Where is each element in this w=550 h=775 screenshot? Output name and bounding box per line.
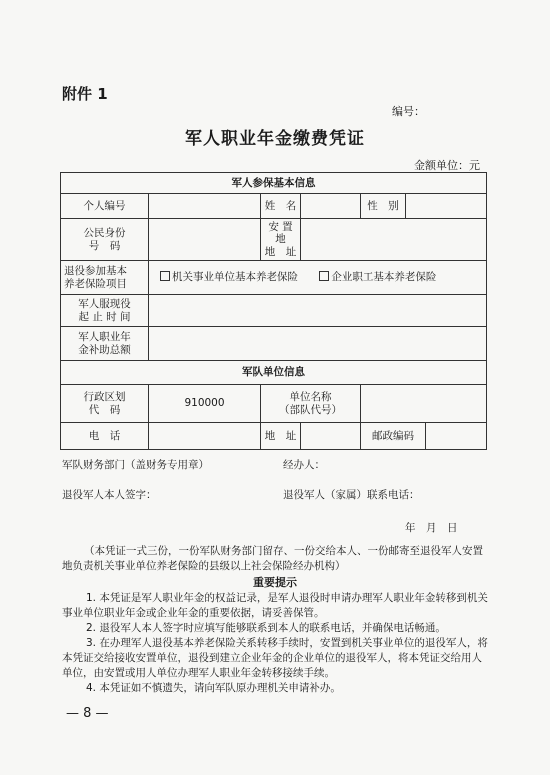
option-enterprise-pension[interactable]: 企业职工基本养老保险 [319,271,436,283]
checkbox-icon[interactable] [160,271,170,281]
postcode-value [426,423,486,449]
section-unit-info: 军队单位信息 [61,360,487,385]
name-value [301,194,361,219]
veteran-phone-label: 退役军人（家属）联系电话： [283,489,420,501]
serial-number-label: 编号： [392,105,425,118]
name-label: 姓 名 [261,194,301,219]
placement-address-value [301,219,487,261]
annuity-subsidy-value [149,327,487,360]
service-period-value [149,295,487,327]
date-label: 年 月 日 [405,522,458,534]
postcode-cell [361,423,487,450]
region-code-label: 行政区划 代 码 [61,385,149,423]
gender-label: 性 别 [361,194,406,219]
document-title: 军人职业年金缴费凭证 [185,129,365,149]
pension-options [149,260,487,294]
contribution-form-table [60,172,487,450]
note-item: 3. 在办理军人退役基本养老保险关系转移手续时，安置到机关事业单位的退役军人，将本凭证交给接收安置单位，退役到建立企业年金的企业单位的退役军人，将本凭证交给用人单位，由安置或用人单位办理军人职业年金转移接续手续。 [62,637,488,679]
phone-value [149,423,261,450]
id-number-value [149,219,261,261]
service-period-label: 军人服现役 起 止 时 间 [61,295,149,327]
amount-unit-label: 金额单位：元 [414,159,480,172]
finance-dept-label: 军队财务部门（盖财务专用章） [62,459,209,471]
personal-number-value [149,194,261,219]
important-notes-list [62,591,492,696]
attachment-label: 附件 1 [62,85,108,103]
id-number-label: 公民身份 号 码 [61,219,149,261]
handler-label: 经办人： [283,459,325,471]
address-value [301,423,361,450]
option-government-pension[interactable]: 机关事业单位基本养老保险 [160,271,301,283]
page-number: — 8 — [66,706,109,721]
note-item: 1. 本凭证是军人职业年金的权益记录，是军人退役时申请办理军人职业年金转移到机关事业单位职业年金或企业年金的重要依据，请妥善保管。 [62,592,488,619]
note-item: 2. 退役军人本人签字时应填写能够联系到本人的联系电话，并确保电话畅通。 [86,622,446,634]
annuity-subsidy-label: 军人职业年 金补助总额 [61,327,149,360]
personal-number-label: 个人编号 [61,194,149,219]
checkbox-icon[interactable] [319,271,329,281]
address-label: 地 址 [261,423,301,450]
note-item: 4. 本凭证如不慎遗失，请向军队原办理机关申请补办。 [86,682,341,694]
section-veteran-info: 军人参保基本信息 [61,173,487,194]
phone-label: 电 话 [61,423,149,450]
unit-name-value [361,385,487,423]
placement-address-label: 安 置 地 地 址 [261,219,301,261]
copies-note: （本凭证一式三份，一份军队财务部门留存、一份交给本人、一份邮寄至退役军人安置地负责机关事业单位养老保险的县级以上社会保险经办机构） [62,545,483,572]
unit-name-label: 单位名称 （部队代号） [261,385,361,423]
veteran-signature-label: 退役军人本人签字： [62,489,157,501]
region-code-value: 910000 [149,385,261,423]
important-notes-title: 重要提示 [253,576,297,589]
postcode-label: 邮政编码 [361,423,426,449]
pension-project-label: 退役参加基本 养老保险项目 [61,260,149,294]
gender-value [406,194,487,219]
